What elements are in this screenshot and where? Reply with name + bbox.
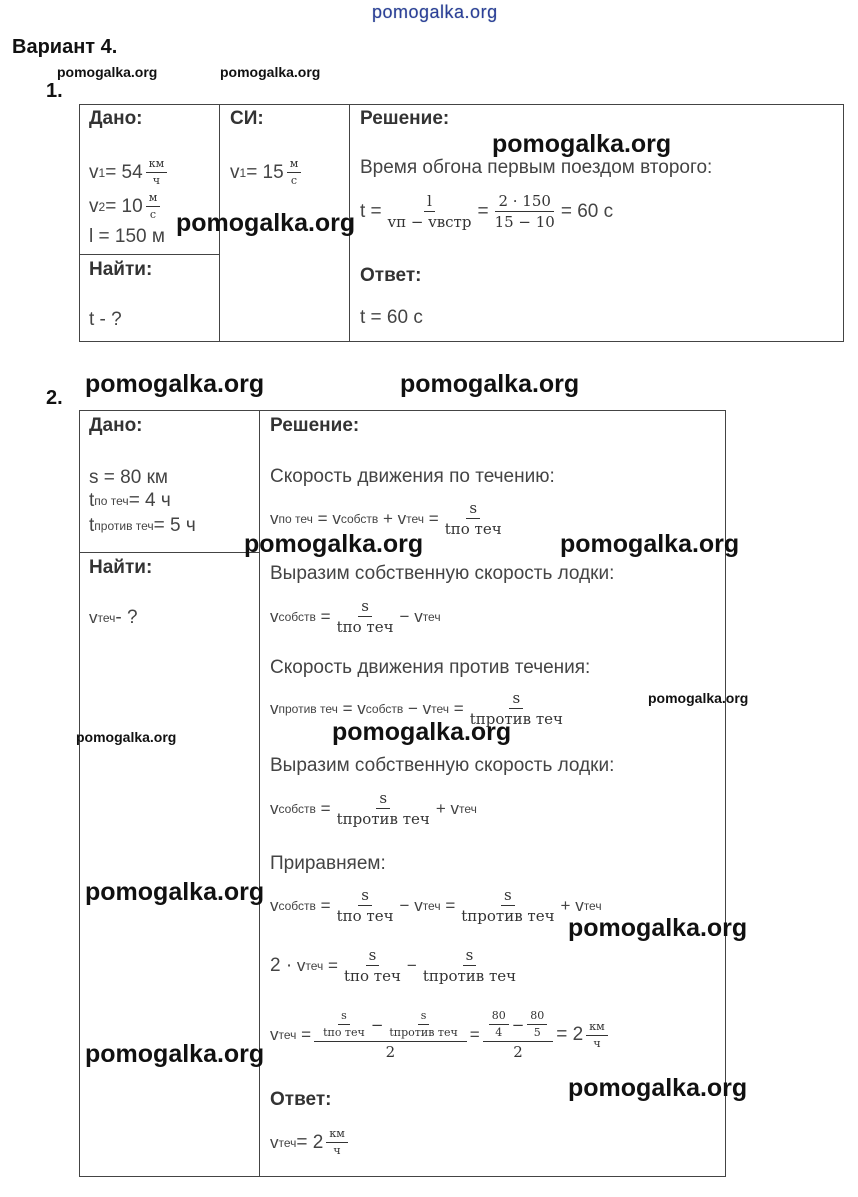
p2-text-1: Скорость движения по течению: bbox=[270, 466, 555, 487]
p2-solution-label: Решение: bbox=[270, 415, 360, 436]
p2-text-3: Скорость движения против течения: bbox=[270, 657, 591, 678]
watermark: pomogalka.org bbox=[85, 878, 265, 906]
p1-formula: t = $\frac{l}{\text{vп − vвстр}}$ = $\frac{2 \cdot 150}{15 - 10}$ = 60 с bbox=[360, 192, 614, 231]
p1-find: t - ? bbox=[89, 309, 122, 330]
watermark: pomogalka.org bbox=[400, 370, 580, 398]
watermark: pomogalka.org bbox=[492, 130, 672, 158]
p1-given-l: l = 150 м bbox=[89, 226, 165, 247]
p1-answer: t = 60 с bbox=[360, 307, 423, 328]
p1-given-label: Дано: bbox=[89, 108, 143, 129]
p1-solution-text: Время обгона первым поездом второго: bbox=[360, 157, 713, 178]
watermark: pomogalka.org bbox=[85, 370, 265, 398]
p2-text-5: Приравняем: bbox=[270, 853, 386, 874]
p2-eq-1: v по теч = v собств + v теч = $\frac{s}{\text{tпо теч}}$ bbox=[270, 499, 502, 538]
watermark: pomogalka.org bbox=[57, 64, 158, 80]
p2-eq-6: 2 · v теч = $\frac{s}{\text{tпо теч}}$ − $\frac{s}{\text{tпротив теч}}$ bbox=[270, 946, 517, 985]
p2-answer-label: Ответ: bbox=[270, 1089, 332, 1110]
p2-given-s: s = 80 км bbox=[89, 467, 168, 488]
watermark: pomogalka.org bbox=[244, 530, 424, 558]
p2-text-2: Выразим собственную скорость лодки: bbox=[270, 563, 615, 584]
p2-find: v теч - ? bbox=[89, 607, 138, 628]
problem-2-number: 2. bbox=[46, 387, 63, 409]
watermark: pomogalka.org bbox=[332, 718, 512, 746]
watermark: pomogalka.org bbox=[568, 1074, 748, 1102]
p2-eq-5: v собств = $\frac{s}{\text{tпо теч}}$ − v теч = $\frac{s}{\text{tпротив теч}}$ + v теч bbox=[270, 886, 602, 925]
p2-eq-7: v теч = $\frac{s}{\text{tпо теч}}$ − $\frac{s}{\text{tпротив теч}}$ 2 = $\frac{80}{4}$ − $\frac{80}{5}$ 2 = 2 $\frac{км}{ч}$ bbox=[270, 1010, 611, 1060]
p1-si-v1: v 1 = 15 $\frac{м}{с}$ bbox=[230, 158, 304, 187]
p2-eq-3: v против теч = v собств − v теч = $\frac{s}{\text{tпротив теч}}$ bbox=[270, 689, 563, 728]
watermark: pomogalka.org bbox=[85, 1040, 265, 1068]
watermark: pomogalka.org bbox=[220, 64, 321, 80]
p1-si-label: СИ: bbox=[230, 108, 264, 129]
p2-answer: v теч = 2 $\frac{км}{ч}$ bbox=[270, 1128, 351, 1157]
page-title: Вариант 4. bbox=[12, 36, 118, 58]
p2-eq-4: v собств = $\frac{s}{\text{tпротив теч}}$ + v теч bbox=[270, 789, 477, 828]
p1-answer-label: Ответ: bbox=[360, 265, 422, 286]
p1-given-v1: v 1 = 54 $\frac{км}{ч}$ bbox=[89, 158, 170, 187]
p2-given-t2: t против теч = 5 ч bbox=[89, 515, 196, 536]
watermark: pomogalka.org bbox=[560, 530, 740, 558]
watermark: pomogalka.org bbox=[76, 729, 177, 745]
site-header[interactable]: pomogalka.org bbox=[372, 2, 498, 22]
p1-given-v2: v 2 = 10 $\frac{м}{с}$ bbox=[89, 192, 163, 221]
watermark: pomogalka.org bbox=[648, 690, 749, 706]
p2-find-label: Найти: bbox=[89, 557, 153, 578]
problem-1-number: 1. bbox=[46, 80, 63, 102]
p2-text-4: Выразим собственную скорость лодки: bbox=[270, 755, 615, 776]
p2-given-t1: t по теч = 4 ч bbox=[89, 490, 171, 511]
p2-eq-2: v собств = $\frac{s}{\text{tпо теч}}$ − v теч bbox=[270, 597, 441, 636]
p1-solution-label: Решение: bbox=[360, 108, 450, 129]
p1-find-label: Найти: bbox=[89, 259, 153, 280]
watermark: pomogalka.org bbox=[568, 914, 748, 942]
watermark: pomogalka.org bbox=[176, 209, 356, 237]
p2-given-label: Дано: bbox=[89, 415, 143, 436]
